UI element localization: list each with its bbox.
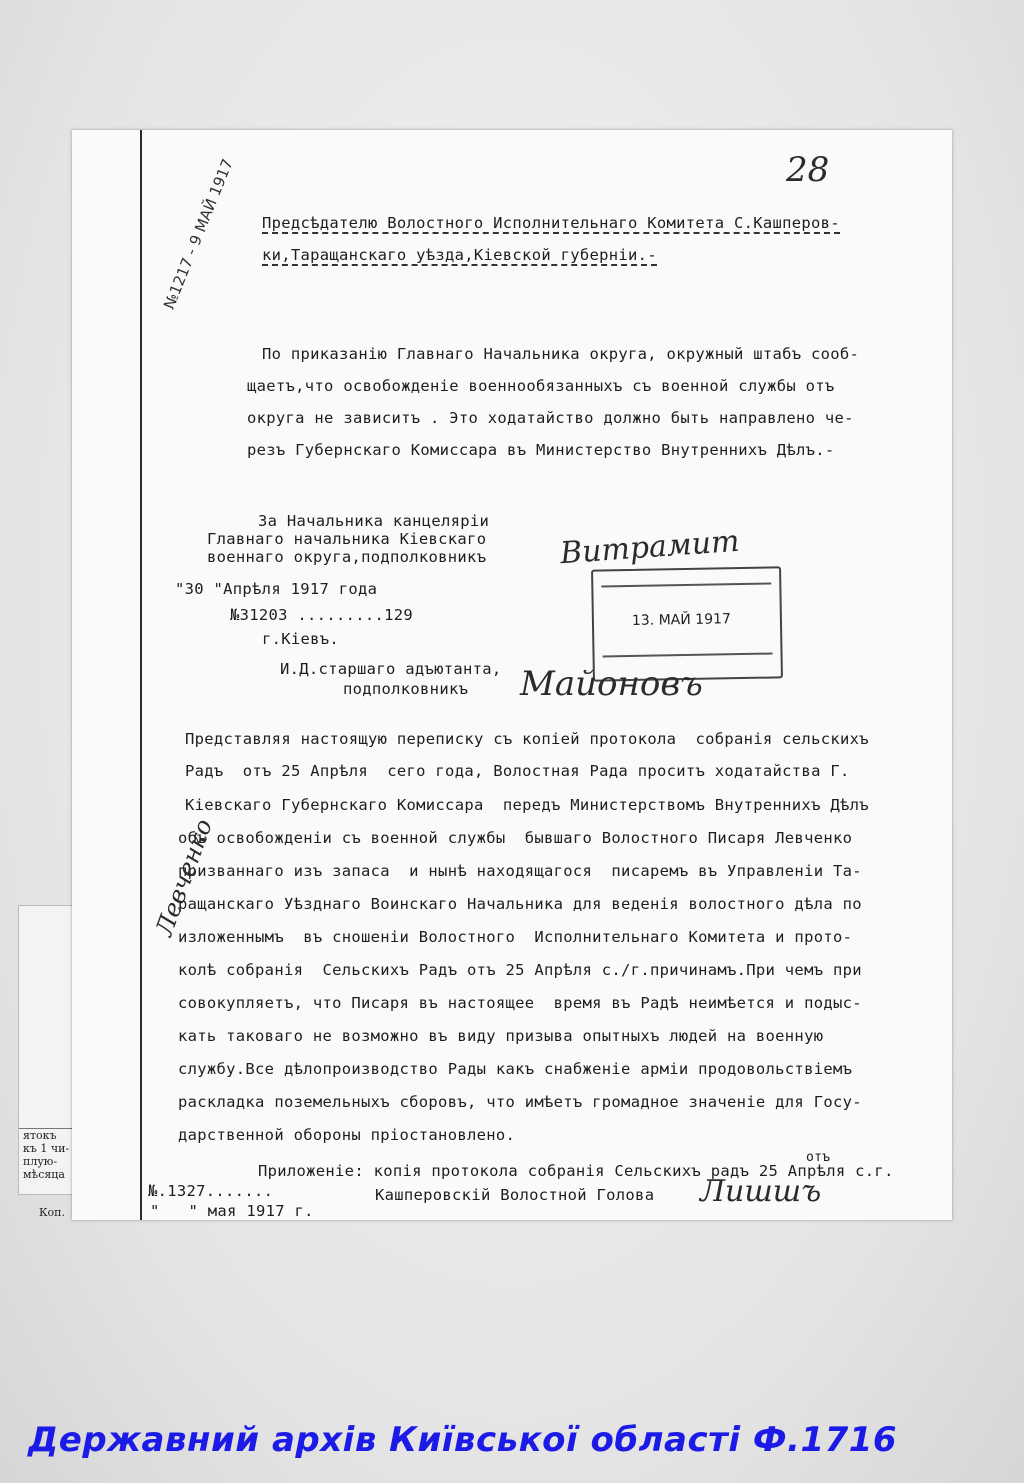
reply-line: Кіевскаго Губернскаго Комиссара передъ Министерствомъ Внутреннихъ Дѣлъ [185, 796, 869, 814]
reply-line: Радъ отъ 25 Апрѣля сего года, Волостная Рада проситъ ходатайства Г. [185, 762, 850, 780]
reply-line: Представляя настоящую переписку съ копіей протокола собранія сельскихъ [185, 730, 869, 748]
header-line-1: Предсѣдателю Волостного Исполнительнаго Комитета С.Кашперов- [262, 214, 840, 232]
closing-signatory: Кашперовскій Волостной Голова [375, 1186, 655, 1204]
adjutant-line: И.Д.старшаго адъютанта, [280, 660, 502, 678]
signatory-line: Главнаго начальника Кіевскаго [207, 530, 487, 548]
reply-line: службу.Все дѣлопроизводство Рады какъ снабженіе арміи продовольствіемъ [178, 1060, 853, 1078]
city-line: г.Кіевъ. [262, 630, 340, 648]
date-line: "30 "Апрѣля 1917 года [175, 580, 378, 598]
body-line: щаетъ,что освобожденіе военнообязанныхъ съ военной службы отъ [247, 377, 835, 395]
reply-line: колѣ собранія Сельскихъ Радъ отъ 25 Апрѣля с./г.причинамъ.При чемъ при [178, 961, 862, 979]
strip-cell: ятокъ къ 1 чи- плую- мѣсяца [19, 1128, 81, 1181]
reply-line: кать таковаго не возможно въ виду призыва опытныхъ людей на военную [178, 1027, 824, 1045]
closing-number: №.1327....... [148, 1182, 274, 1200]
archive-caption: Державний архів Київської області Ф.1716 [28, 1420, 898, 1460]
closing-date: " " мая 1917 г. [150, 1202, 314, 1220]
reply-line: раскладка поземельныхъ сборовъ, что имѣетъ громадное значеніе для Госу- [178, 1093, 862, 1111]
body-line: По приказанію Главнаго Начальника округа, окружный штабъ сооб- [262, 345, 860, 363]
signatory-line: военнаго округа,подполковникъ [207, 548, 487, 566]
strip-kop: Коп. [39, 1206, 65, 1219]
head-signature: Лишшъ [700, 1174, 822, 1209]
body-line: округа не зависитъ . Это ходатайство должно быть направлено че- [247, 409, 854, 427]
attachment-line: Приложеніе: копія протокола собранія Сельскихъ радъ 25 Апрѣля с.г. [258, 1162, 894, 1180]
archive-number: 28 [786, 150, 830, 190]
body-line: резъ Губернскаго Комиссара въ Министерство Внутреннихъ Дѣлъ.- [247, 441, 835, 459]
reply-line: изложеннымъ въ сношеніи Волостного Исполнительнаго Комитета и прото- [178, 928, 853, 946]
stamp-date: 13. МАЙ 1917 [631, 611, 732, 629]
adjutant-signature: Майоновъ [520, 664, 703, 704]
adjutant-line: подполковникъ [343, 680, 469, 698]
reply-line: ращанскаго Уѣзднаго Воинскаго Начальника для веденія волостного дѣла по [178, 895, 862, 913]
margin-note: Левченко [150, 815, 219, 940]
reply-line: дарственной обороны пріостановлено. [178, 1126, 516, 1144]
header-line-2: ки,Таращанскаго уѣзда,Кіевской губерніи.- [262, 246, 657, 264]
reply-line: совокупляетъ, что Писаря въ настоящее время въ Радѣ неимѣется и подыс- [178, 994, 862, 1012]
number-line: №31203 .........129 [230, 606, 414, 624]
chief-signature: Витрамит [558, 523, 741, 572]
reply-line: объ освобожденіи съ военной службы бывшаго Волостного Писаря Левченко [178, 829, 853, 847]
signatory-line: За Начальника канцеляріи [258, 512, 490, 530]
document-page [72, 130, 952, 1220]
attachment-from: отъ [806, 1150, 831, 1165]
incoming-stamp-left: №1217 - 9 МАЙ 1917 [160, 156, 237, 312]
reply-line: призваннаго изъ запаса и нынѣ находящагося писаремъ въ Управленіи Та- [178, 862, 862, 880]
